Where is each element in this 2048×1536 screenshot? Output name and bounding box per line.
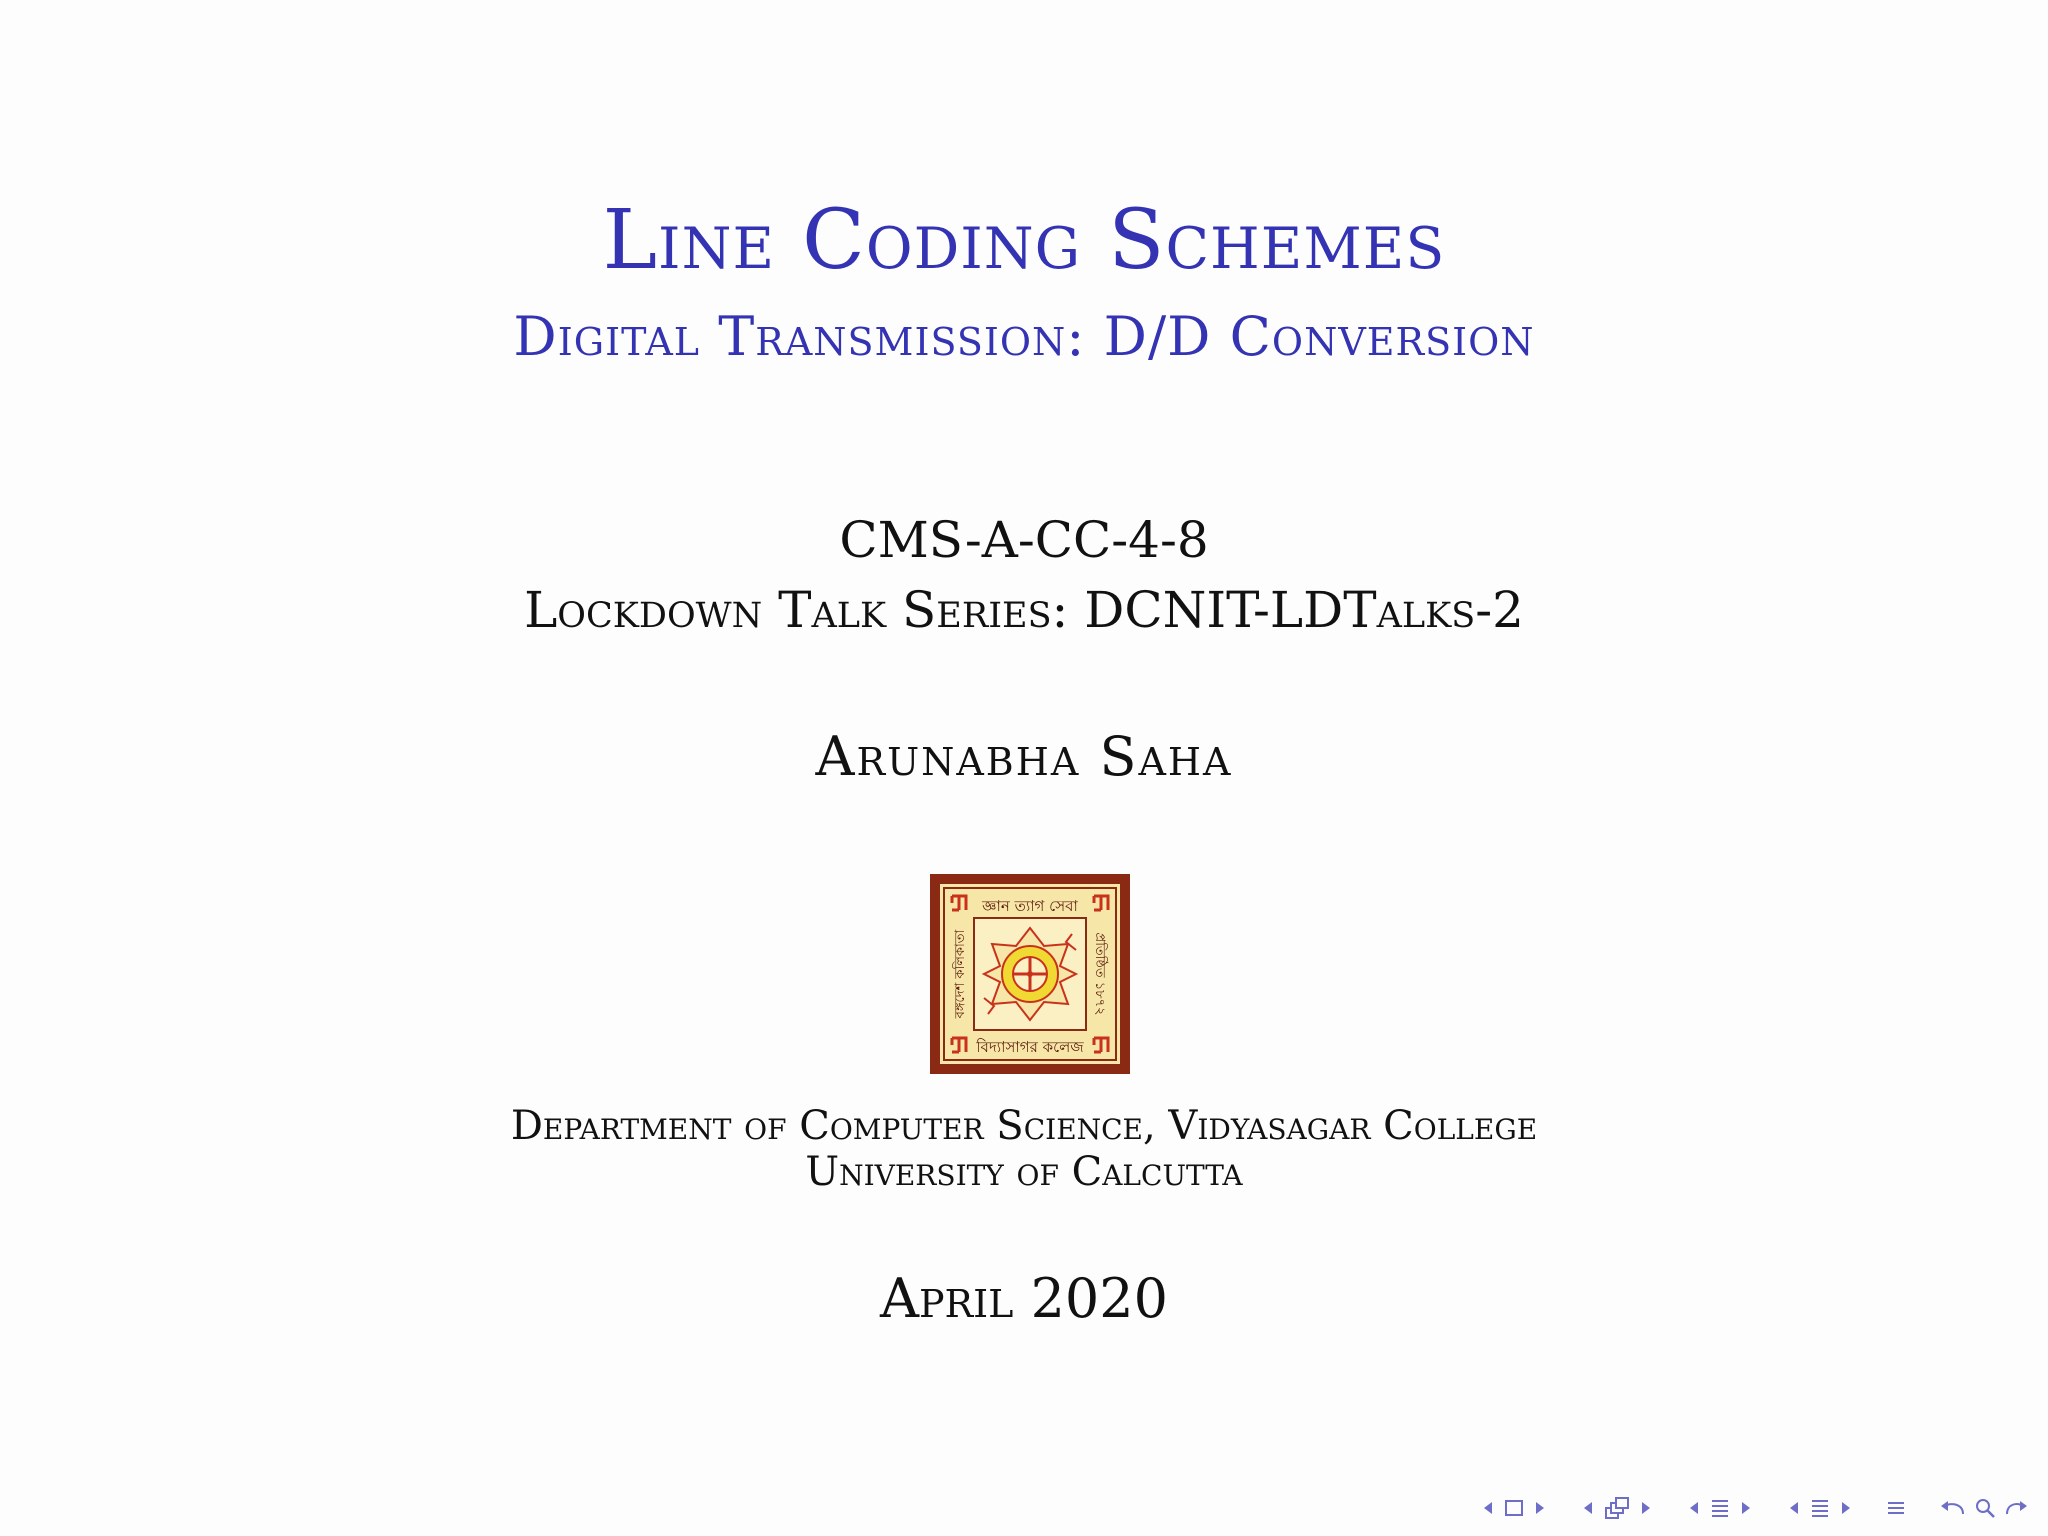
back-icon[interactable] — [1934, 1492, 1970, 1524]
nav-group-subsection — [1576, 1492, 1658, 1524]
nav-group-slide — [1782, 1492, 1858, 1524]
institute-department: Department of Computer Science, Vidyasagar College — [510, 1103, 1538, 1149]
institute-university: University of Calcutta — [805, 1149, 1243, 1195]
svg-text:প্রতিষ্ঠিত ১৮৭২: প্রতিষ্ঠিত ১৮৭২ — [1092, 932, 1107, 1016]
section-icon[interactable] — [1706, 1492, 1734, 1524]
frame-icon[interactable] — [1500, 1492, 1528, 1524]
prev-frame-icon[interactable] — [1476, 1492, 1500, 1524]
slide-title: Line Coding Schemes — [602, 193, 1446, 288]
nav-group-align — [1882, 1492, 1910, 1524]
prev-subsection-icon[interactable] — [1576, 1492, 1600, 1524]
forward-icon[interactable] — [2000, 1492, 2032, 1524]
nav-group-frame — [1476, 1492, 1552, 1524]
align-icon[interactable] — [1882, 1492, 1910, 1524]
prev-section-icon[interactable] — [1682, 1492, 1706, 1524]
college-logo — [930, 874, 1130, 1074]
nav-group-tools — [1934, 1492, 2032, 1524]
next-section-icon[interactable] — [1734, 1492, 1758, 1524]
beamer-navigation-bar — [1452, 1490, 2032, 1526]
svg-text:বিদ্যাসাগর কলেজ: বিদ্যাসাগর কলেজ — [976, 1038, 1084, 1056]
presentation-date: April 2020 — [879, 1267, 1168, 1330]
slide-subtitle: Digital Transmission: D/D Conversion — [513, 305, 1535, 368]
search-icon[interactable] — [1970, 1492, 2000, 1524]
prev-slide-icon[interactable] — [1782, 1492, 1806, 1524]
college-logo-graphic — [930, 874, 1130, 1074]
nav-group-section — [1682, 1492, 1758, 1524]
talk-series: Lockdown Talk Series: DCNIT-LDTalks-2 — [524, 581, 1524, 639]
course-code: CMS-A-CC-4-8 — [839, 511, 1209, 569]
svg-text:জ্ঞান ত্যাগ সেবা: জ্ঞান ত্যাগ সেবা — [982, 897, 1078, 915]
next-subsection-icon[interactable] — [1634, 1492, 1658, 1524]
slide-icon[interactable] — [1806, 1492, 1834, 1524]
author-name: Arunabha Saha — [815, 725, 1233, 788]
next-frame-icon[interactable] — [1528, 1492, 1552, 1524]
next-slide-icon[interactable] — [1834, 1492, 1858, 1524]
subsection-icon[interactable] — [1600, 1492, 1634, 1524]
svg-text:বঙ্গদেশ কলিকাতা: বঙ্গদেশ কলিকাতা — [953, 929, 968, 1019]
